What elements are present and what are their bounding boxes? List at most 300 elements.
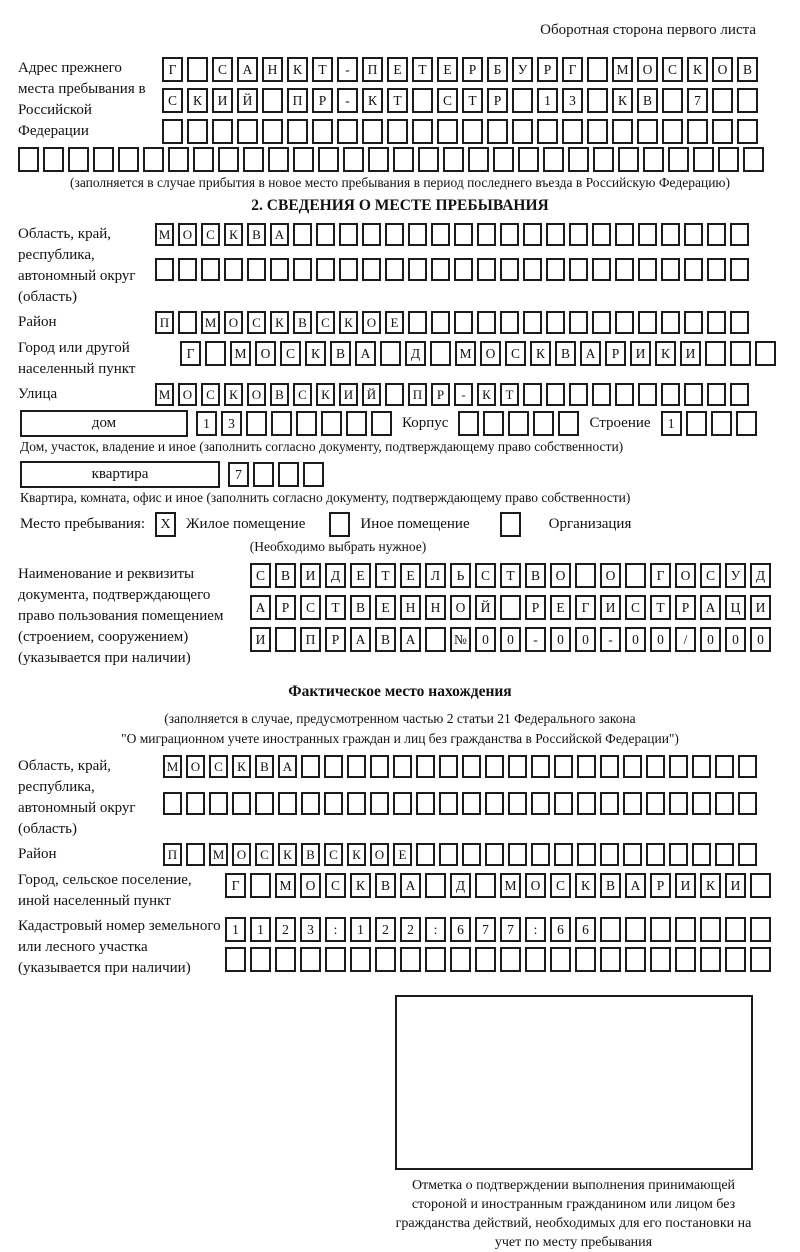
mesto-row	[20, 512, 782, 537]
field-gorod	[18, 337, 782, 380]
char-box	[324, 755, 343, 778]
char-box	[737, 88, 758, 113]
char-box	[337, 119, 358, 144]
char-box	[416, 792, 435, 815]
label-kadastr: Кадастровый номер земельного или лесного участка (указывается при наличии)	[18, 918, 221, 976]
char-box: О	[255, 341, 276, 366]
char-box	[118, 147, 139, 172]
char-box	[362, 223, 381, 246]
char-box	[268, 147, 289, 172]
char-box	[278, 792, 297, 815]
char-box	[218, 147, 239, 172]
char-box: Р	[275, 595, 296, 620]
char-box: И	[600, 595, 621, 620]
char-box: П	[287, 88, 308, 113]
char-box: Е	[400, 563, 421, 588]
char-box: 6	[450, 917, 471, 942]
char-box: Й	[475, 595, 496, 620]
boxrow-doc-line3	[250, 627, 771, 652]
char-box	[296, 411, 317, 436]
char-box: Г	[162, 57, 183, 82]
char-box	[408, 258, 427, 281]
char-box	[201, 258, 220, 281]
stroenie-label: Строение	[589, 415, 651, 431]
char-box	[425, 873, 446, 898]
mesto-label: Место пребывания:	[20, 516, 145, 532]
char-box: В	[555, 341, 576, 366]
char-box	[462, 843, 481, 866]
char-box: :	[525, 917, 546, 942]
char-box: Т	[325, 595, 346, 620]
char-box: Т	[500, 563, 521, 588]
char-box	[301, 755, 320, 778]
stamp-area	[395, 995, 782, 1252]
char-box	[225, 947, 246, 972]
char-box: М	[455, 341, 476, 366]
char-box	[303, 462, 324, 487]
char-box: М	[209, 843, 228, 866]
char-box: О	[637, 57, 658, 82]
char-box	[443, 147, 464, 172]
char-box: Р	[537, 57, 558, 82]
char-box	[416, 755, 435, 778]
field-document	[18, 563, 782, 669]
char-box: Р	[312, 88, 333, 113]
char-box: Р	[462, 57, 483, 82]
char-box: Р	[650, 873, 671, 898]
char-box: П	[362, 57, 383, 82]
char-box	[385, 223, 404, 246]
field-ulitsa	[18, 383, 782, 406]
char-box	[730, 383, 749, 406]
char-box: В	[637, 88, 658, 113]
char-box	[500, 258, 519, 281]
char-box: Е	[437, 57, 458, 82]
char-box	[738, 755, 757, 778]
checkbox-inoe	[329, 512, 350, 537]
char-box	[684, 311, 703, 334]
char-box	[68, 147, 89, 172]
char-box: А	[400, 873, 421, 898]
boxrow-doc-line2	[250, 595, 771, 620]
char-box	[500, 223, 519, 246]
char-box	[475, 873, 496, 898]
char-box: С	[505, 341, 526, 366]
char-box: Й	[362, 383, 381, 406]
char-box: Т	[312, 57, 333, 82]
char-box: 2	[375, 917, 396, 942]
char-box	[712, 88, 733, 113]
char-box	[477, 311, 496, 334]
checkbox-organizatsiya	[500, 512, 521, 537]
char-box: Т	[462, 88, 483, 113]
boxrow-fact-oblast-line1	[163, 755, 757, 778]
char-box	[623, 792, 642, 815]
char-box: И	[680, 341, 701, 366]
char-box: Ь	[450, 563, 471, 588]
char-box: С	[293, 383, 312, 406]
char-box: В	[737, 57, 758, 82]
char-box	[662, 88, 683, 113]
char-box	[500, 947, 521, 972]
char-box	[684, 223, 703, 246]
char-box	[477, 223, 496, 246]
char-box	[755, 341, 776, 366]
char-box	[477, 258, 496, 281]
char-box: Г	[225, 873, 246, 898]
boxrow-fact-raion	[163, 843, 757, 866]
char-box: 1	[250, 917, 271, 942]
char-box: 1	[537, 88, 558, 113]
char-box: Р	[525, 595, 546, 620]
char-box: Й	[237, 88, 258, 113]
char-box: 1	[196, 411, 217, 436]
char-box	[577, 792, 596, 815]
fact-note-line2: "О миграционном учете иностранных граждан и лиц без гражданства в Российской Федерации")	[121, 731, 679, 746]
char-box	[592, 258, 611, 281]
char-box	[250, 873, 271, 898]
char-box	[224, 258, 243, 281]
char-box	[343, 147, 364, 172]
char-box	[347, 792, 366, 815]
char-box	[554, 755, 573, 778]
field-oblast	[18, 223, 782, 308]
label-document: Наименование и реквизиты документа, подтверждающего право пользования помещением (строением, сооружением) (указывается при наличии)	[18, 566, 224, 666]
char-box	[278, 462, 299, 487]
char-box	[508, 792, 527, 815]
char-box: О	[178, 383, 197, 406]
char-box	[669, 792, 688, 815]
char-box	[454, 258, 473, 281]
char-box	[600, 755, 619, 778]
char-box: П	[408, 383, 427, 406]
char-box	[577, 755, 596, 778]
boxrow-kadastr-line1	[225, 917, 771, 942]
char-box: Е	[350, 563, 371, 588]
char-box	[371, 411, 392, 436]
char-box	[592, 311, 611, 334]
char-box: К	[655, 341, 676, 366]
prev-address-boxlines	[162, 57, 758, 144]
char-box	[730, 258, 749, 281]
char-box: С	[550, 873, 571, 898]
char-box	[431, 311, 450, 334]
char-box	[437, 119, 458, 144]
char-box: Н	[262, 57, 283, 82]
char-box	[693, 147, 714, 172]
char-box: В	[247, 223, 266, 246]
char-box: -	[337, 88, 358, 113]
char-box	[525, 947, 546, 972]
char-box	[43, 147, 64, 172]
char-box	[618, 147, 639, 172]
char-box	[301, 792, 320, 815]
char-box: 2	[275, 917, 296, 942]
char-box: М	[201, 311, 220, 334]
char-box: А	[400, 627, 421, 652]
char-box: Г	[575, 595, 596, 620]
char-box	[393, 755, 412, 778]
char-box	[350, 947, 371, 972]
char-box: -	[600, 627, 621, 652]
char-box: А	[350, 627, 371, 652]
char-box	[339, 223, 358, 246]
char-box	[705, 341, 726, 366]
char-box	[362, 258, 381, 281]
boxrow-raion	[155, 311, 749, 334]
char-box	[646, 755, 665, 778]
char-box: П	[300, 627, 321, 652]
char-box	[675, 917, 696, 942]
char-box: А	[580, 341, 601, 366]
char-box	[293, 223, 312, 246]
char-box: М	[155, 383, 174, 406]
char-box: К	[232, 755, 251, 778]
char-box	[508, 755, 527, 778]
char-box: Р	[675, 595, 696, 620]
char-box	[439, 792, 458, 815]
char-box: К	[339, 311, 358, 334]
boxrow-gorod	[180, 341, 776, 366]
char-box: И	[300, 563, 321, 588]
fact-note-line1: (заполняется в случае, предусмотренном частью 2 статьи 21 Федерального закона	[164, 711, 636, 726]
char-box: Е	[387, 57, 408, 82]
char-box	[615, 383, 634, 406]
kvartira-note: Квартира, комната, офис и иное (заполнить согласно документу, подтверждающему право собственности)	[20, 490, 631, 505]
stamp-caption: Отметка о подтверждении выполнения принимающей стороной и иностранным гражданином или лицом без гражданства действий, необходимых для его постановки на учет по месту пребывания	[395, 1178, 752, 1250]
fact-note	[18, 709, 782, 749]
char-box: С	[475, 563, 496, 588]
char-box	[593, 147, 614, 172]
char-box	[187, 57, 208, 82]
char-box	[508, 843, 527, 866]
field-fact-raion	[18, 843, 782, 866]
char-box	[625, 563, 646, 588]
char-box: Р	[605, 341, 626, 366]
char-box	[577, 843, 596, 866]
char-box: Д	[325, 563, 346, 588]
char-box	[18, 147, 39, 172]
char-box: В	[375, 873, 396, 898]
char-box	[592, 383, 611, 406]
char-box	[623, 755, 642, 778]
char-box: С	[324, 843, 343, 866]
char-box	[587, 119, 608, 144]
char-box: О	[300, 873, 321, 898]
char-box: С	[255, 843, 274, 866]
char-box	[750, 947, 771, 972]
char-box	[155, 258, 174, 281]
char-box	[370, 755, 389, 778]
field-fact-gorod	[18, 869, 782, 912]
char-box: 7	[687, 88, 708, 113]
char-box: И	[630, 341, 651, 366]
char-box	[187, 119, 208, 144]
char-box: О	[232, 843, 251, 866]
char-box	[692, 843, 711, 866]
char-box: О	[224, 311, 243, 334]
char-box: В	[600, 873, 621, 898]
section2-title: 2. СВЕДЕНИЯ О МЕСТЕ ПРЕБЫВАНИЯ	[251, 197, 549, 214]
char-box: К	[612, 88, 633, 113]
char-box	[212, 119, 233, 144]
label-ulitsa: Улица	[18, 386, 58, 402]
char-box	[738, 843, 757, 866]
char-box: М	[163, 755, 182, 778]
char-box: В	[255, 755, 274, 778]
char-box	[370, 792, 389, 815]
char-box: К	[700, 873, 721, 898]
boxrow-ulitsa	[155, 383, 749, 406]
char-box: Е	[393, 843, 412, 866]
char-box: В	[293, 311, 312, 334]
char-box	[523, 383, 542, 406]
char-box	[300, 947, 321, 972]
char-box	[730, 223, 749, 246]
char-box: Н	[400, 595, 421, 620]
char-box: К	[278, 843, 297, 866]
char-box	[736, 411, 757, 436]
char-box	[293, 258, 312, 281]
char-box: О	[712, 57, 733, 82]
char-box	[475, 947, 496, 972]
char-box	[569, 383, 588, 406]
char-box	[707, 383, 726, 406]
label-oblast: Область, край, республика, автономный округ (область)	[18, 226, 136, 305]
char-box: У	[512, 57, 533, 82]
char-box	[462, 792, 481, 815]
char-box: Б	[487, 57, 508, 82]
char-box	[692, 792, 711, 815]
char-box: И	[250, 627, 271, 652]
char-box: М	[275, 873, 296, 898]
char-box	[569, 223, 588, 246]
char-box	[178, 311, 197, 334]
char-box	[700, 947, 721, 972]
char-box	[558, 411, 579, 436]
char-box: Г	[180, 341, 201, 366]
char-box	[600, 917, 621, 942]
char-box	[600, 947, 621, 972]
char-box	[316, 223, 335, 246]
char-box	[485, 792, 504, 815]
char-box	[250, 947, 271, 972]
char-box	[380, 341, 401, 366]
char-box: А	[278, 755, 297, 778]
char-box: К	[224, 223, 243, 246]
char-box	[669, 843, 688, 866]
char-box: М	[612, 57, 633, 82]
char-box: С	[201, 383, 220, 406]
label-fact-raion: Район	[18, 846, 57, 862]
boxrow-fact-gorod	[225, 873, 771, 898]
char-box	[431, 258, 450, 281]
char-box	[737, 119, 758, 144]
char-box	[262, 88, 283, 113]
char-box	[454, 311, 473, 334]
char-box	[750, 873, 771, 898]
char-box	[615, 258, 634, 281]
char-box: 0	[650, 627, 671, 652]
char-box: К	[477, 383, 496, 406]
char-box: С	[325, 873, 346, 898]
char-box: С	[662, 57, 683, 82]
header-note: Оборотная сторона первого листа	[540, 22, 756, 38]
char-box	[715, 755, 734, 778]
label-fact-oblast: Область, край, республика, автономный округ (область)	[18, 758, 136, 837]
char-box: И	[675, 873, 696, 898]
char-box	[662, 119, 683, 144]
field-fact-oblast	[18, 755, 782, 840]
char-box	[462, 755, 481, 778]
char-box	[707, 223, 726, 246]
char-box	[325, 947, 346, 972]
char-box: А	[625, 873, 646, 898]
char-box	[209, 792, 228, 815]
char-box: А	[700, 595, 721, 620]
char-box: О	[370, 843, 389, 866]
char-box	[454, 223, 473, 246]
char-box: 7	[500, 917, 521, 942]
char-box: М	[155, 223, 174, 246]
char-box	[550, 947, 571, 972]
char-box: 0	[550, 627, 571, 652]
char-box: 0	[750, 627, 771, 652]
char-box	[368, 147, 389, 172]
char-box: О	[675, 563, 696, 588]
char-box	[615, 223, 634, 246]
char-box: В	[350, 595, 371, 620]
char-box	[362, 119, 383, 144]
char-box: А	[250, 595, 271, 620]
char-box	[712, 119, 733, 144]
char-box	[615, 311, 634, 334]
char-box: К	[362, 88, 383, 113]
char-box: 3	[300, 917, 321, 942]
char-box	[750, 917, 771, 942]
char-box	[650, 947, 671, 972]
char-box: К	[347, 843, 366, 866]
char-box: В	[525, 563, 546, 588]
char-box	[546, 223, 565, 246]
char-box	[468, 147, 489, 172]
boxrow-korpus	[458, 411, 579, 436]
char-box: 1	[661, 411, 682, 436]
char-box	[575, 563, 596, 588]
char-box: К	[687, 57, 708, 82]
char-box	[725, 947, 746, 972]
option-zhiloe-label: Жилое помещение	[186, 516, 306, 532]
char-box	[687, 119, 708, 144]
char-box	[450, 947, 471, 972]
char-box: А	[237, 57, 258, 82]
char-box	[483, 411, 504, 436]
char-box: О	[450, 595, 471, 620]
char-box	[661, 258, 680, 281]
char-box	[686, 411, 707, 436]
char-box: О	[247, 383, 266, 406]
boxrow-prev-line2	[162, 88, 758, 113]
char-box: 0	[725, 627, 746, 652]
char-box	[193, 147, 214, 172]
char-box: С	[700, 563, 721, 588]
char-box: -	[337, 57, 358, 82]
char-box: -	[454, 383, 473, 406]
boxrow-doc-line1	[250, 563, 771, 588]
char-box	[718, 147, 739, 172]
char-box	[275, 627, 296, 652]
boxrow-prev-line1	[162, 57, 758, 82]
